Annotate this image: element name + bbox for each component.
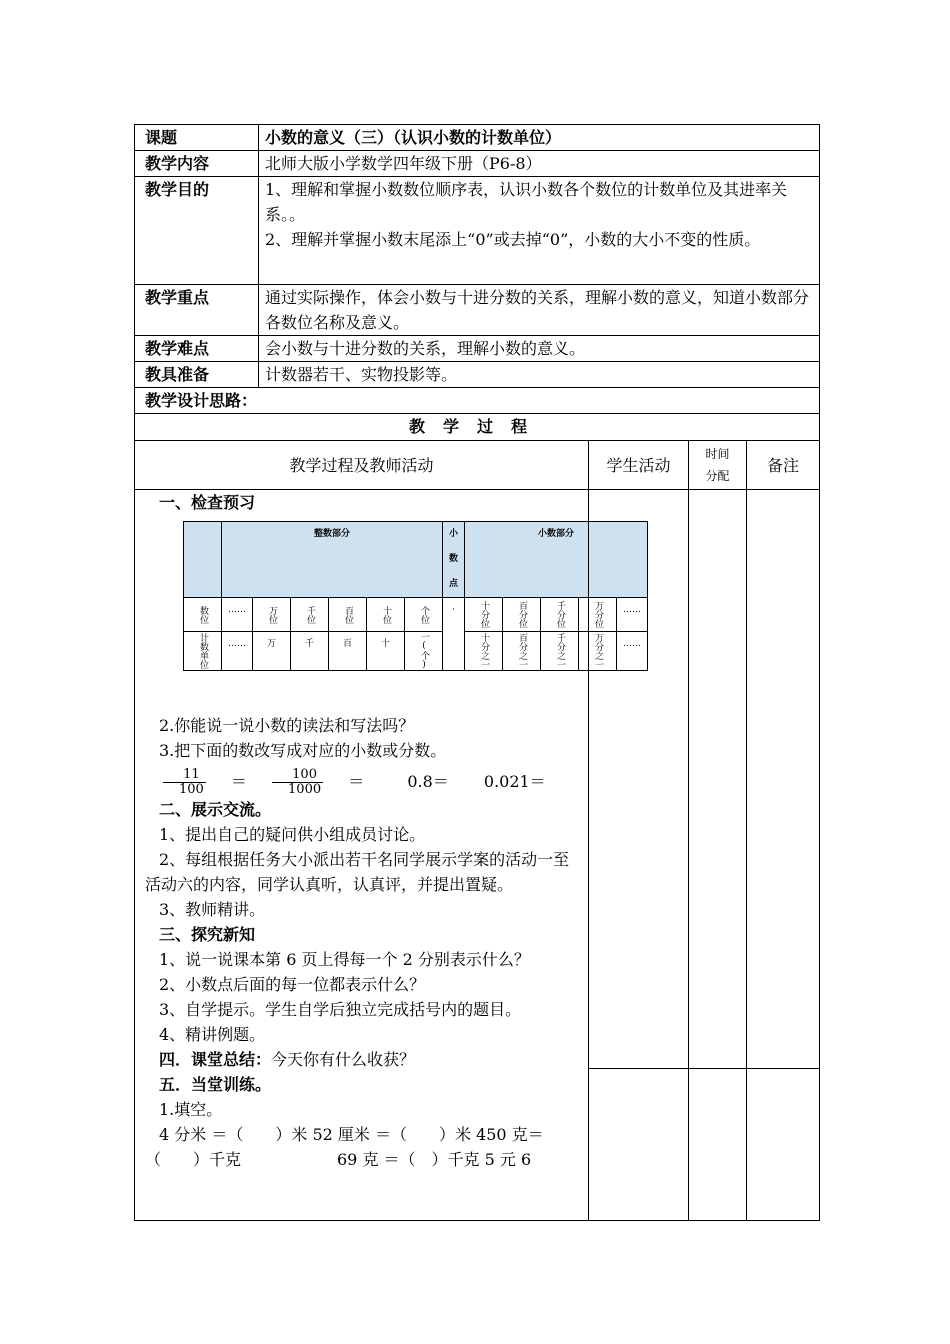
pv-cell: …… xyxy=(222,598,253,632)
pv-cell: …… xyxy=(617,598,648,632)
section-5-item-2: 4 分米 ＝（ ）米 52 厘米 ＝（ ）米 450 克＝（ ）千克 69 克 ＝（ ）千克 5 元 6 xyxy=(145,1125,544,1169)
pv-dec-part-header: 小数部分 xyxy=(465,522,648,598)
goal-item-2: 2、理解并掌握小数末尾添上“0”或去掉“0”，小数的大小不变的性质。 xyxy=(265,230,761,249)
col-time-header xyxy=(689,441,747,490)
goal-value xyxy=(259,177,820,285)
col-teacher-header: 教学过程及教师活动 xyxy=(135,441,589,490)
pv-cell: 十 xyxy=(367,632,405,671)
pv-cell: 个位 xyxy=(405,598,443,632)
pv-cell: 十分位 xyxy=(465,598,503,632)
fraction-11-100: $\frac{11}{100}$ xyxy=(163,768,206,797)
section-2-title: 二、展示交流。 xyxy=(159,800,272,819)
time-inner-divider xyxy=(689,1068,746,1069)
decimal-2: 0.021＝ xyxy=(483,772,546,791)
pv-cell: …… xyxy=(617,632,648,671)
col-note-header: 备注 xyxy=(747,441,820,490)
pv-point-cell: · xyxy=(443,598,465,671)
section-4-text: 今天你有什么收获？ xyxy=(271,1050,416,1069)
pv-cell: 万位 xyxy=(253,598,291,632)
pv-cell: 百分位 xyxy=(503,598,541,632)
note-inner-divider xyxy=(747,1068,819,1069)
content-label: 教学内容 xyxy=(135,151,259,177)
content-value: 北师大版小学数学四年级下册（P6-8） xyxy=(259,151,820,177)
pv-row-place-label: 数位 xyxy=(184,598,222,632)
pv-cell: 百分之一 xyxy=(503,632,541,671)
section-3-item-1: 1、说一说课本第 6 页上得每一个 2 分别表示什么？ xyxy=(159,950,530,969)
section-3-title: 三、探究新知 xyxy=(159,925,256,944)
pv-cell: 百 xyxy=(329,632,367,671)
topic-label: 课题 xyxy=(135,125,259,151)
pv-cell: …… xyxy=(222,632,253,671)
col-time-line1: 时间 xyxy=(705,447,730,461)
goal-label: 教学目的 xyxy=(135,177,259,285)
section-5-title: 五．当堂训练。 xyxy=(159,1075,272,1094)
conversion-row xyxy=(145,767,578,797)
section-4-title: 四．课堂总结： xyxy=(159,1050,272,1069)
lesson-plan xyxy=(134,124,819,1221)
pv-row-unit-label: 计数单位 xyxy=(184,632,222,671)
col-time-line2: 分配 xyxy=(705,469,730,483)
goal-item-1: 1、理解和掌握小数数位顺序表，认识小数各个数位的计数单位及其进率关系。。 xyxy=(265,180,788,224)
process-title: 教学过程 xyxy=(135,414,820,441)
key-value: 通过实际操作，体会小数与十进分数的关系，理解小数的意义，知道小数部分各数位名称及意义。 xyxy=(259,285,820,336)
pv-cell: 百位 xyxy=(329,598,367,632)
section-2-item-1: 1、提出自己的疑问供小组成员讨论。 xyxy=(159,825,426,844)
place-value-table xyxy=(183,521,648,671)
student-inner-divider xyxy=(589,1068,688,1069)
section-3-item-2: 2、小数点后面的每一位都表示什么？ xyxy=(159,975,426,994)
decimal-1: 0.8＝ xyxy=(407,772,449,791)
fraction-100-1000: $\frac{100}{1000}$ xyxy=(272,768,323,797)
topic-value: 小数的意义（三）（认识小数的计数单位） xyxy=(259,125,820,151)
difficulty-value: 会小数与十进分数的关系，理解小数的意义。 xyxy=(259,336,820,362)
pv-cell: 万 xyxy=(253,632,291,671)
tools-value: 计数器若干、实物投影等。 xyxy=(259,362,820,388)
design-label: 教学设计思路： xyxy=(135,388,820,414)
pv-point-header: 小数点 xyxy=(443,522,465,598)
pv-corner xyxy=(184,522,222,598)
pv-cell: 千分位 xyxy=(541,598,579,632)
pv-cell: 千分之一 xyxy=(541,632,579,671)
equals-sign: ＝ xyxy=(230,772,247,791)
difficulty-label: 教学难点 xyxy=(135,336,259,362)
lesson-plan-table xyxy=(134,124,820,1221)
section-4 xyxy=(145,1047,578,1072)
pv-cell: 千 xyxy=(291,632,329,671)
pv-cell: 一(个) xyxy=(405,632,443,671)
key-label: 教学重点 xyxy=(135,285,259,336)
section-5-item-1: 1.填空。 xyxy=(159,1100,223,1119)
section-1-title: 一、检查预习 xyxy=(159,493,256,512)
pv-cell: 十分之一 xyxy=(465,632,503,671)
section-3-item-4: 4、精讲例题。 xyxy=(159,1025,266,1044)
col-student-header: 学生活动 xyxy=(589,441,689,490)
pv-cell: 万分位 xyxy=(579,598,617,632)
pv-cell: 万分之一 xyxy=(579,632,617,671)
section-3-item-3: 3、自学提示。学生自学后独立完成括号内的题目。 xyxy=(159,1000,522,1019)
question-3: 3.把下面的数改写成对应的小数或分数。 xyxy=(159,741,447,760)
tools-label: 教具准备 xyxy=(135,362,259,388)
teacher-activity-cell xyxy=(135,490,642,1221)
section-2-item-3: 3、教师精讲。 xyxy=(159,900,266,919)
section-2-item-2: 2、每组根据任务大小派出若干名同学展示学案的活动一至活动六的内容，同学认真听，认真评，并提出置疑。 xyxy=(145,850,570,894)
question-2: 2.你能说一说小数的读法和写法吗？ xyxy=(159,716,415,735)
pv-int-part-header: 整数部分 xyxy=(222,522,443,598)
pv-cell: 千位 xyxy=(291,598,329,632)
equals-sign: ＝ xyxy=(348,772,365,791)
time-cell xyxy=(689,490,747,1221)
pv-cell: 十位 xyxy=(367,598,405,632)
note-cell xyxy=(747,490,820,1221)
